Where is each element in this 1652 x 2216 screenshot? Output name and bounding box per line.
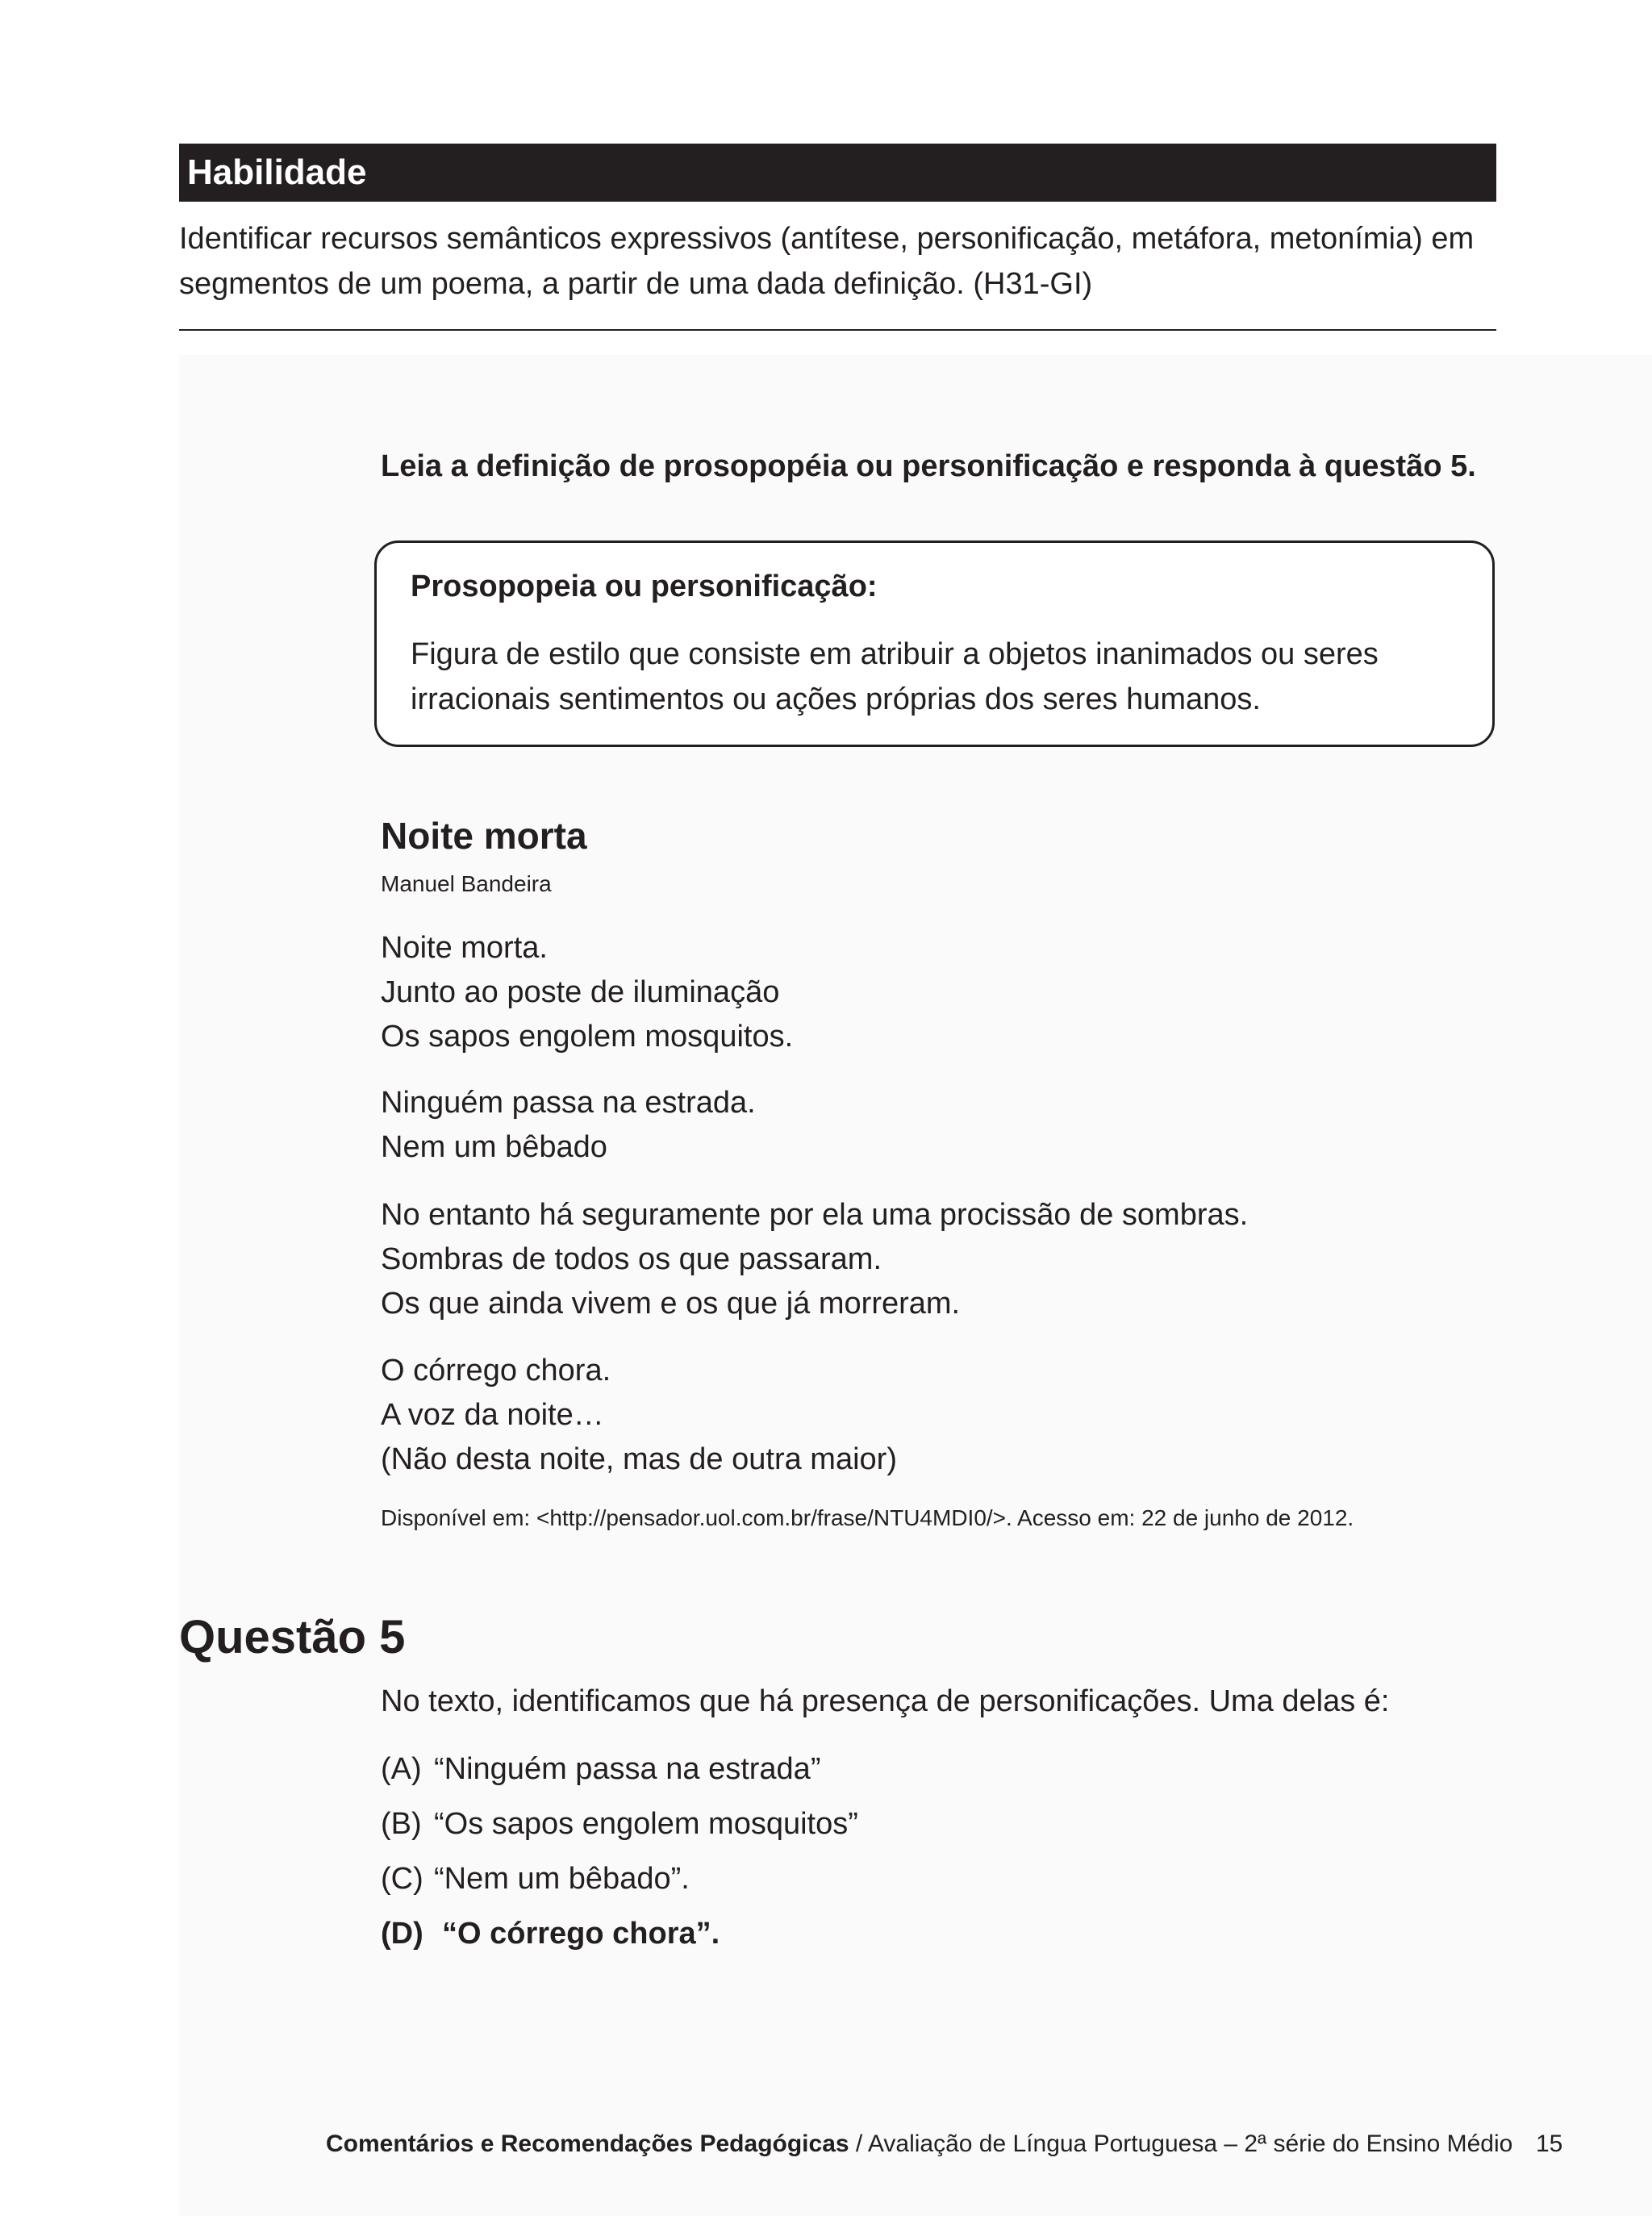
poem-line: No entanto há seguramente por ela uma procissão de sombras. — [381, 1198, 1249, 1232]
poem-line: Os que ainda vivem e os que já morreram. — [381, 1287, 961, 1321]
option-letter: (C) — [381, 1862, 423, 1896]
footer-title: Comentários e Recomendações Pedagógicas — [326, 2130, 849, 2157]
poem-line: Os sapos engolem mosquitos. — [381, 1020, 794, 1054]
option-letter: (B) — [381, 1807, 422, 1841]
habilidade-title: Habilidade — [187, 152, 367, 192]
option-letter: (D) — [381, 1917, 423, 1951]
definition-text: Figura de estilo que consiste em atribuir a objetos inanimados ou seres irracionais sentimentos ou ações próprias dos seres humanos. — [411, 637, 1379, 716]
poem-stanza — [381, 1193, 1248, 1326]
page-number: 15 — [1536, 2130, 1563, 2157]
instruction-text: Leia a definição de prosopopéia ou personificação e responda à questão 5. — [381, 449, 1476, 483]
poem-stanza — [381, 1349, 897, 1482]
option-c — [381, 1855, 690, 1902]
option-a — [381, 1746, 820, 1792]
poem-author: Manuel Bandeira — [381, 871, 552, 896]
poem-line: O córrego chora. — [381, 1354, 611, 1388]
definition-title: Prosopopeia ou personificação: — [411, 570, 878, 603]
option-text: “O córrego chora”. — [442, 1917, 720, 1951]
habilidade-header — [179, 144, 1496, 202]
habilidade-description: Identificar recursos semânticos expressivos (antítese, personificação, metáfora, metonímia) em segmentos de um poema, a partir de uma dada definição. (H31-GI) — [179, 222, 1475, 301]
poem-line: Nem um bêbado — [381, 1130, 607, 1164]
option-text: “Nem um bêbado”. — [434, 1862, 690, 1896]
footer-subtitle: / Avaliação de Língua Portuguesa – 2ª série do Ensino Médio — [849, 2130, 1513, 2157]
poem-line: Junto ao poste de iluminação — [381, 975, 780, 1009]
question-title: Questão 5 — [179, 1611, 406, 1663]
poem-line: Noite morta. — [381, 931, 548, 965]
option-letter: (A) — [381, 1752, 422, 1786]
option-b — [381, 1801, 858, 1847]
option-text: “Os sapos engolem mosquitos” — [434, 1807, 858, 1841]
poem-source: Disponível em: <http://pensador.uol.com.br/frase/NTU4MDI0/>. Acesso em: 22 de junho de 2012. — [381, 1505, 1354, 1530]
poem-title: Noite morta — [381, 815, 587, 857]
divider — [179, 329, 1496, 331]
poem-stanza — [381, 926, 793, 1059]
poem-line: Ninguém passa na estrada. — [381, 1086, 756, 1120]
poem-line: (Não desta noite, mas de outra maior) — [381, 1442, 897, 1476]
poem-line: Sombras de todos os que passaram. — [381, 1242, 882, 1276]
option-d-correct — [381, 1910, 720, 1957]
option-text: “Ninguém passa na estrada” — [434, 1752, 821, 1786]
poem-line: A voz da noite… — [381, 1398, 604, 1432]
definition-box — [374, 540, 1495, 747]
footer — [326, 2126, 1512, 2162]
question-text: No texto, identificamos que há presença de personificações. Uma delas é: — [381, 1684, 1390, 1718]
poem-stanza — [381, 1081, 756, 1170]
